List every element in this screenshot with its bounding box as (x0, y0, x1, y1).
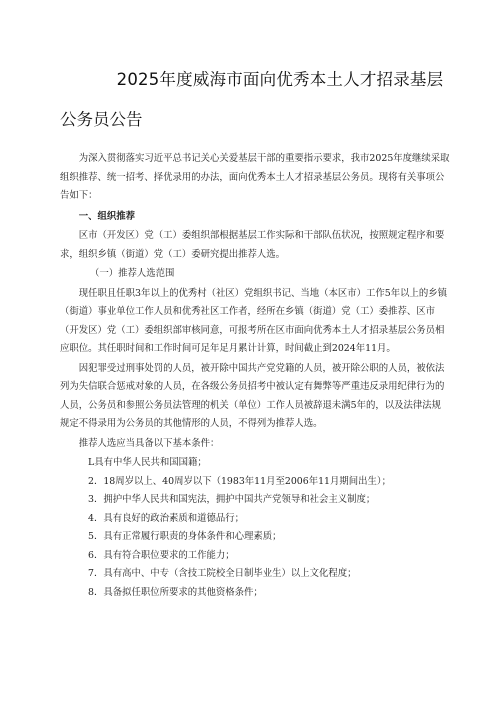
condition-item: 7．具有高中、中专（含技工院校全日制毕业生）以上文化程度； (88, 568, 357, 579)
document-title-continued: 公务员公告 (60, 110, 143, 129)
condition-item: 4．具有良好的政治素质和道德品行； (88, 512, 244, 524)
condition-item: 5．具有正常履行职责的身体条件和心理素质； (88, 531, 282, 542)
condition-item: L具有中华人民共和国国籍； (88, 457, 207, 468)
condition-item: 6．具有符合职位要求的工作能力； (88, 549, 235, 561)
body-paragraph: 现任职且任职3年以上的优秀村（社区）党组织书记、当地（本区市）工作5年以上的乡镇（街道）事业单位工作人员和优秀社区工作者，经所在乡镇（街道）党（工）委推荐、区市（开发区）党（工）委组织部审核同意，可报考所在区市面向优秀本土人才招录基层公务员相应职位。其任职时间和工作时间可足年足月累计计算，时间截止到2024年11月。 (60, 287, 447, 354)
condition-item: 3．拥护中华人民共和国宪法，拥护中国共产党领导和社会主义制度； (88, 494, 376, 505)
document-title: 2025年度威海市面向优秀本土人才招录基层 (116, 70, 444, 89)
document-body (60, 150, 450, 602)
conditions-intro: 推荐人选应当具备以下基本条件： (78, 437, 220, 449)
condition-item: 8．具备拟任职位所要求的其他资格条件； (88, 586, 263, 598)
subsection-heading: （一）推荐人选范围 (90, 268, 175, 279)
body-paragraph: 因犯罪受过刑事处罚的人员，被开除中国共产党党籍的人员，被开除公职的人员，被依法列为失信联合惩戒对象的人员，在各级公务员招考中被认定有舞弊等严重违反录用纪律行为的人员，公务员和参照公务员法管理的机关（单位）工作人员被辞退未满5年的，以及法律法规规定不得录用为公务员的其他情形的人员，不得列为推荐人选。 (60, 362, 445, 429)
body-paragraph: 区市（开发区）党（工）委组织部根据基层工作实际和干部队伍状况，按照规定程序和要求，组织乡镇（街道）党（工）委研究提出推荐人选。 (60, 230, 445, 260)
intro-paragraph: 为深入贯彻落实习近平总书记关心关爱基层干部的重要指示要求，我市2025年度继续采取组织推荐、统一招考、择优录用的办法，面向优秀本土人才招录基层公务员。现将有关事项公告如下： (60, 153, 450, 201)
section-heading: 一、组织推荐 (78, 210, 136, 222)
condition-item: 2．18周岁以上、40周岁以下（1983年11月至2006年11月期间出生）； (88, 475, 391, 487)
